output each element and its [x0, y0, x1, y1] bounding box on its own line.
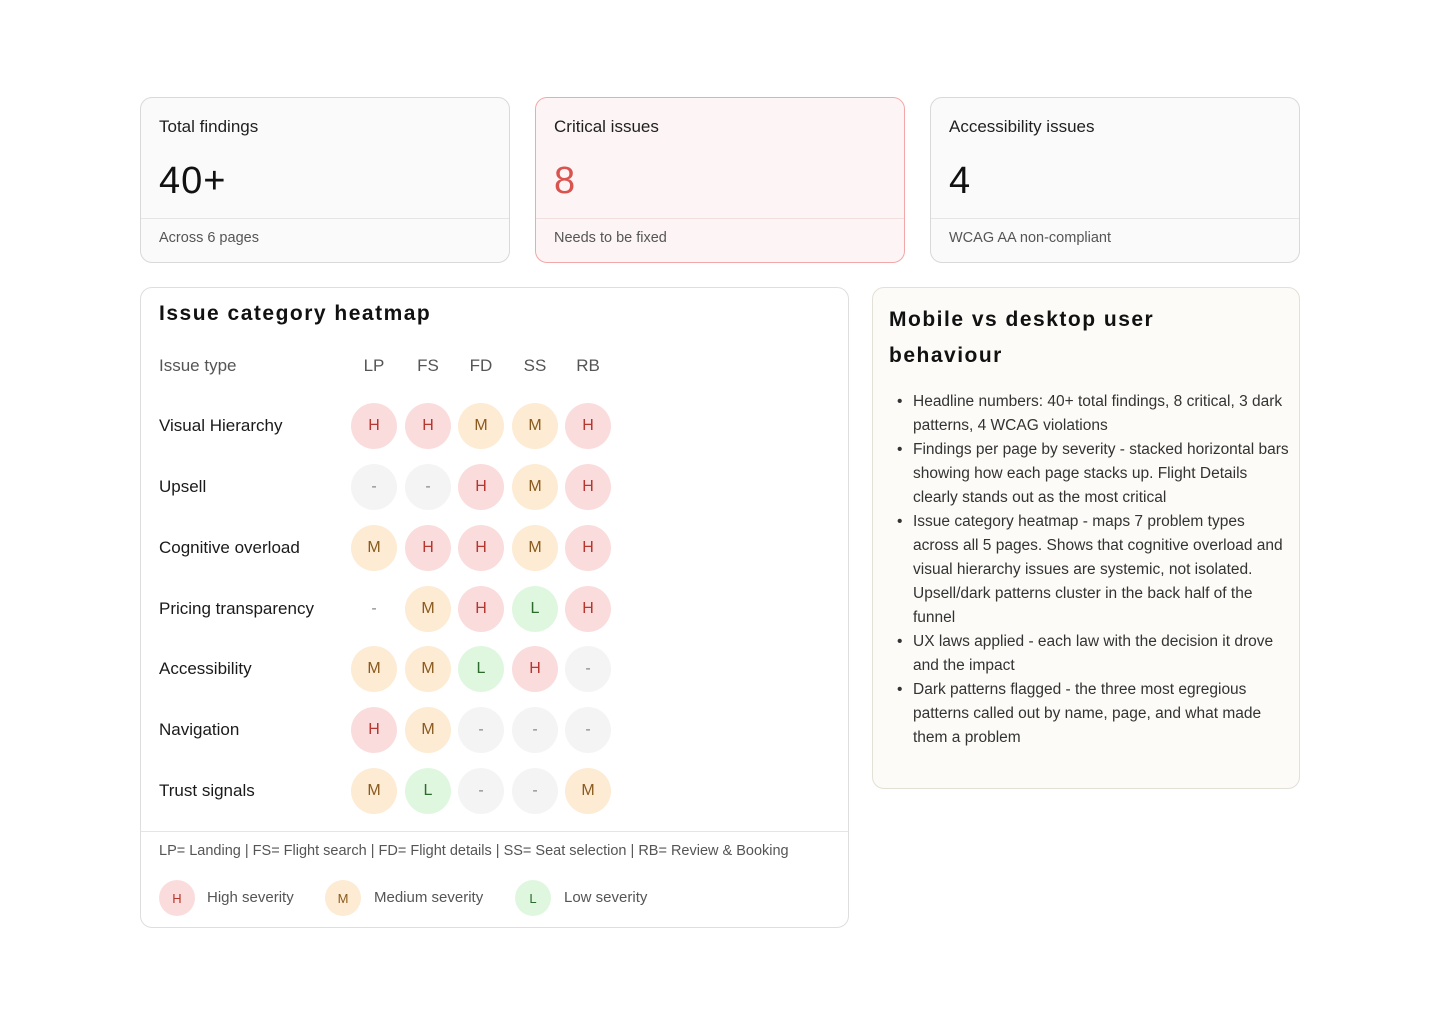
heatmap-cell: - [565, 646, 611, 692]
heatmap-row-header: Issue type [159, 356, 237, 375]
mobile-card-title: Mobile vs desktop user behaviour [889, 308, 1155, 367]
heatmap-cell: H [565, 464, 611, 510]
column-header-fd: FD [469, 356, 493, 375]
row-label-visual-hierarchy: Visual Hierarchy [159, 416, 283, 435]
list-item: • UX laws applied - each law with the decision it drove and the impact [889, 630, 1289, 678]
heatmap-cell: M [351, 646, 397, 692]
row-label-navigation: Navigation [159, 720, 240, 739]
column-header-lp: LP [363, 356, 385, 375]
heatmap-cell: - [405, 464, 451, 510]
list-item: • Issue category heatmap - maps 7 problem types across all 5 pages. Shows that cognitive overload and visual hierarchy issues are systemic, not isolated. Upsell/dark patterns cluster in the back half of the funnel [889, 510, 1289, 630]
heatmap-cell: - [565, 707, 611, 753]
heatmap-cell: H [351, 403, 397, 449]
legend-medium-badge: M [325, 880, 361, 916]
stat-title: Total findings [159, 117, 259, 136]
legend-high-label: High severity [207, 889, 294, 906]
column-header-rb: RB [576, 356, 600, 375]
heatmap-cell: M [351, 768, 397, 814]
row-label-upsell: Upsell [159, 477, 207, 496]
heatmap-cell: M [512, 464, 558, 510]
heatmap-cell: L [405, 768, 451, 814]
heatmap-cell: M [405, 646, 451, 692]
list-item: • Headline numbers: 40+ total findings, 8 critical, 3 dark patterns, 4 WCAG violations [889, 390, 1289, 438]
legend-high-badge: H [159, 880, 195, 916]
stat-value: 4 [949, 160, 972, 202]
heatmap-cell: M [565, 768, 611, 814]
stat-footnote: WCAG AA non-compliant [931, 218, 1299, 263]
stat-card-critical-issues [535, 97, 905, 263]
heatmap-cell: H [458, 586, 504, 632]
heatmap-cell: H [512, 646, 558, 692]
heatmap-cell: H [405, 403, 451, 449]
stat-card-accessibility-issues [930, 97, 1300, 263]
heatmap-cell: H [458, 464, 504, 510]
legend-low-badge: L [515, 880, 551, 916]
heatmap-cell: H [565, 586, 611, 632]
row-label-cognitive-overload: Cognitive overload [159, 538, 300, 557]
heatmap-cell: - [458, 707, 504, 753]
heatmap-cell: H [405, 525, 451, 571]
heatmap-cell: H [565, 525, 611, 571]
stat-footnote: Needs to be fixed [536, 218, 904, 263]
heatmap-cell: - [458, 768, 504, 814]
list-item: • Findings per page by severity - stacked horizontal bars showing how each page stacks up. Flight Details clearly stands out as the most critical [889, 438, 1289, 510]
heatmap-cell: M [351, 525, 397, 571]
heatmap-cell: L [512, 586, 558, 632]
heatmap-cell: M [405, 707, 451, 753]
row-label-trust-signals: Trust signals [159, 781, 255, 800]
stat-title: Accessibility issues [949, 117, 1095, 136]
heatmap-cell: M [405, 586, 451, 632]
heatmap-cell: - [512, 768, 558, 814]
heatmap-cell: - [512, 707, 558, 753]
heatmap-cell: H [351, 707, 397, 753]
heatmap-cell: - [371, 600, 377, 617]
heatmap-cell: L [458, 646, 504, 692]
column-header-ss: SS [523, 356, 547, 375]
heatmap-cell: M [512, 525, 558, 571]
mobile-card-bullet-list [889, 390, 1289, 750]
heatmap-cell: H [458, 525, 504, 571]
mobile-vs-desktop-card [872, 287, 1300, 789]
heatmap-title: Issue category heatmap [159, 302, 432, 325]
row-label-pricing-transparency: Pricing transparency [159, 599, 314, 618]
stat-card-total-findings [140, 97, 510, 263]
column-header-fs: FS [417, 356, 439, 375]
stat-footnote: Across 6 pages [141, 218, 509, 263]
issue-category-heatmap [140, 287, 849, 928]
heatmap-cell: - [351, 464, 397, 510]
heatmap-divider [141, 831, 848, 832]
column-abbreviation-key: LP= Landing | FS= Flight search | FD= Flight details | SS= Seat selection | RB= Review & Booking [159, 843, 789, 859]
stat-value: 8 [554, 160, 577, 202]
heatmap-cell: H [565, 403, 611, 449]
heatmap-cell: M [512, 403, 558, 449]
legend-medium-label: Medium severity [374, 889, 484, 906]
row-label-accessibility: Accessibility [159, 659, 252, 678]
stat-value: 40+ [159, 160, 227, 202]
legend-low-label: Low severity [564, 889, 648, 906]
stat-title: Critical issues [554, 117, 659, 136]
list-item: • Dark patterns flagged - the three most egregious patterns called out by name, page, and what made them a problem [889, 678, 1289, 750]
heatmap-cell: M [458, 403, 504, 449]
